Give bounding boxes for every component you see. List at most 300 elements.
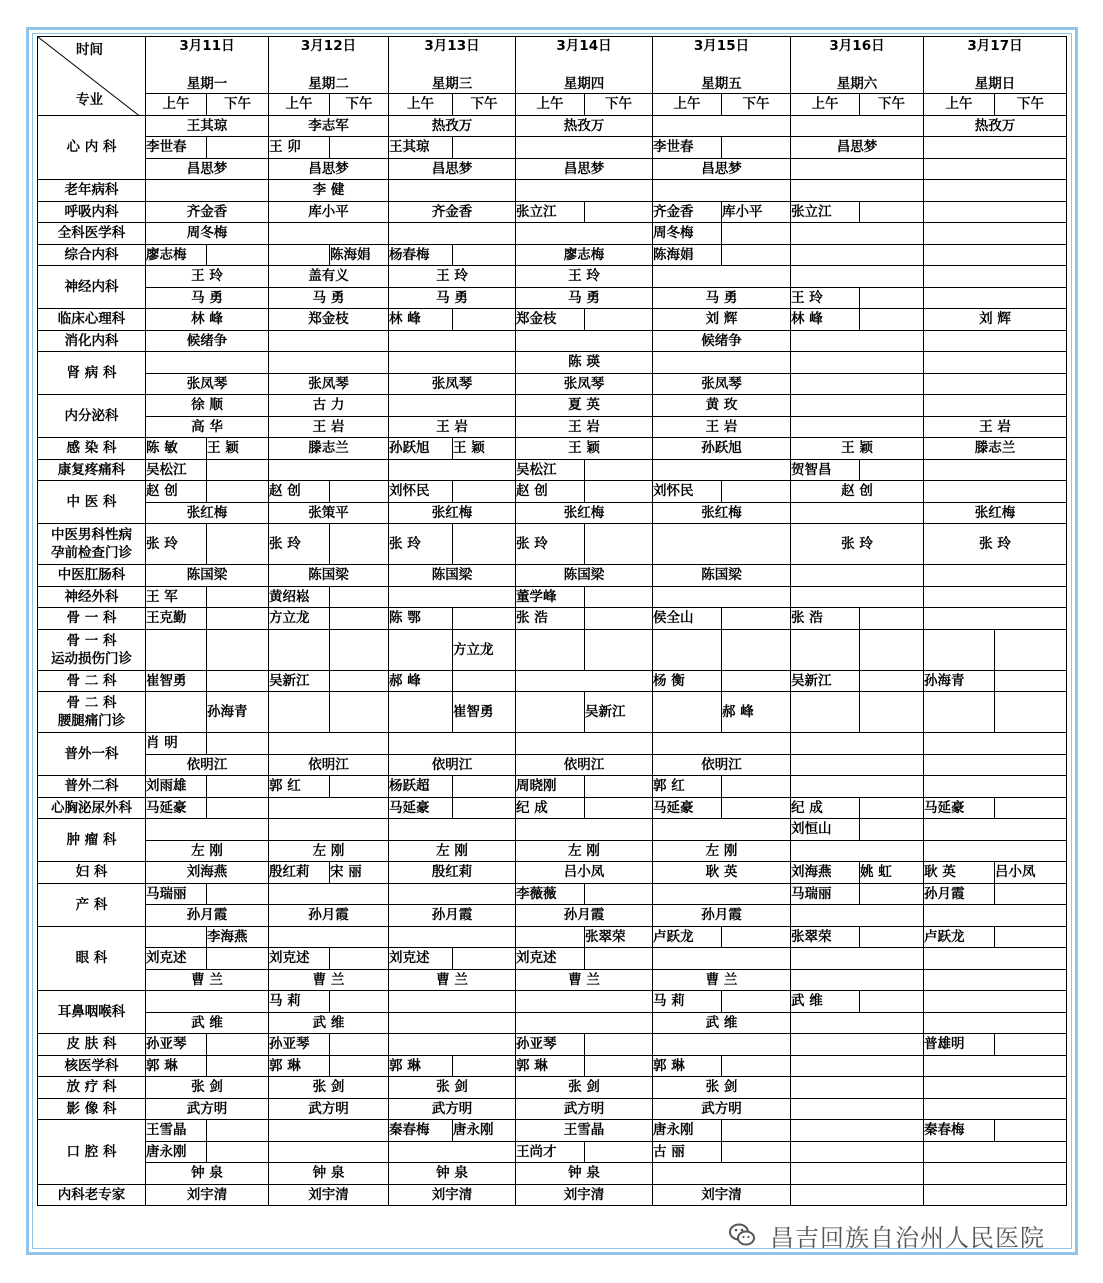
doctor-cell [389, 629, 453, 670]
doctor-cell: 陈 鄂 [389, 608, 453, 630]
doctor-cell: 王克勤 [146, 608, 207, 630]
schedule-row [38, 1184, 1067, 1206]
doctor-cell [860, 797, 924, 819]
doctor-cell: 张红梅 [389, 502, 516, 524]
doctor-cell: 昌思梦 [146, 158, 269, 180]
doctor-cell [791, 840, 924, 862]
department-name: 呼吸内科 [38, 201, 146, 223]
doctor-cell [207, 1055, 269, 1077]
department-name: 中医肛肠科 [38, 565, 146, 587]
schedule-row [38, 201, 1067, 223]
doctor-cell [389, 1141, 516, 1163]
doctor-cell [453, 948, 516, 970]
day-header-7 [924, 37, 1067, 94]
doctor-cell [995, 797, 1067, 819]
doctor-cell: 孙跃旭 [653, 438, 791, 460]
schedule-row [38, 905, 1067, 927]
doctor-cell [722, 926, 791, 948]
day-date: 3月14日 [556, 38, 612, 54]
doctor-cell [585, 797, 653, 819]
doctor-cell: 杨 衡 [653, 670, 722, 692]
department-name: 心胸泌尿外科 [38, 797, 146, 819]
doctor-cell [924, 180, 1067, 202]
doctor-cell: 张红梅 [653, 502, 791, 524]
department-name: 中 医 科 [38, 481, 146, 524]
doctor-cell [269, 819, 389, 841]
doctor-cell [791, 502, 924, 524]
doctor-cell [269, 459, 389, 481]
department-name: 肾 病 科 [38, 352, 146, 395]
doctor-cell [995, 926, 1067, 948]
schedule-row [38, 287, 1067, 309]
doctor-cell [653, 459, 791, 481]
schedule-row [38, 840, 1067, 862]
am-header: 上午 [146, 94, 207, 116]
doctor-cell: 李海燕 [207, 926, 269, 948]
doctor-cell [585, 776, 653, 798]
doctor-cell [389, 926, 516, 948]
doctor-cell: 武方明 [653, 1098, 791, 1120]
doctor-cell [453, 776, 516, 798]
doctor-cell [330, 608, 389, 630]
doctor-cell [516, 991, 653, 1013]
doctor-cell: 吴新江 [791, 670, 860, 692]
doctor-cell: 卢跃龙 [653, 926, 722, 948]
doctor-cell [653, 1163, 791, 1185]
doctor-cell [791, 223, 924, 245]
doctor-cell: 武 维 [653, 1012, 791, 1034]
doctor-cell: 郭 红 [269, 776, 330, 798]
doctor-cell: 刘 辉 [653, 309, 791, 331]
wechat-icon [728, 1221, 756, 1249]
doctor-cell [995, 1120, 1067, 1142]
schedule-row [38, 330, 1067, 352]
doctor-cell: 热孜万 [389, 115, 516, 137]
doctor-cell: 杨春梅 [389, 244, 453, 266]
doctor-cell [330, 776, 389, 798]
doctor-cell [722, 629, 791, 670]
doctor-cell: 马延豪 [653, 797, 722, 819]
doctor-cell [924, 733, 1067, 755]
doctor-cell [269, 797, 389, 819]
doctor-cell [389, 459, 516, 481]
department-name: 肿 瘤 科 [38, 819, 146, 862]
doctor-cell [269, 883, 389, 905]
doctor-cell [791, 180, 924, 202]
doctor-cell: 齐金香 [653, 201, 722, 223]
doctor-cell [269, 244, 330, 266]
doctor-cell [585, 1034, 653, 1056]
doctor-cell: 王 颖 [207, 438, 269, 460]
doctor-cell [924, 608, 1067, 630]
schedule-row [38, 926, 1067, 948]
doctor-cell [860, 608, 924, 630]
doctor-cell: 张 玲 [269, 524, 330, 565]
doctor-cell [722, 670, 791, 692]
doctor-cell [585, 948, 653, 970]
department-name: 内分泌科 [38, 395, 146, 438]
doctor-cell [791, 1120, 924, 1142]
doctor-cell [722, 797, 791, 819]
doctor-cell: 贺智昌 [791, 459, 860, 481]
doctor-cell: 武 维 [791, 991, 860, 1013]
doctor-cell: 昌思梦 [516, 158, 653, 180]
schedule-row [38, 670, 1067, 692]
doctor-cell [924, 373, 1067, 395]
doctor-cell [924, 1098, 1067, 1120]
schedule-row [38, 1141, 1067, 1163]
doctor-cell [924, 819, 1067, 841]
doctor-cell: 侯全山 [653, 608, 722, 630]
department-name: 骨 二 科 腰腿痛门诊 [38, 692, 146, 733]
doctor-cell: 孙月霞 [269, 905, 389, 927]
header-date-row [38, 37, 1067, 94]
doctor-cell: 张翠荣 [791, 926, 860, 948]
doctor-cell [516, 926, 585, 948]
doctor-cell [924, 840, 1067, 862]
doctor-cell: 宋 丽 [330, 862, 389, 884]
doctor-cell [924, 287, 1067, 309]
doctor-cell: 郑金枝 [516, 309, 585, 331]
doctor-cell [653, 266, 791, 288]
am-header: 上午 [924, 94, 995, 116]
doctor-cell [330, 586, 389, 608]
doctor-cell: 马 勇 [269, 287, 389, 309]
doctor-cell: 陈国梁 [389, 565, 516, 587]
pm-header: 下午 [207, 94, 269, 116]
day-header-2 [269, 37, 389, 94]
doctor-cell [207, 1034, 269, 1056]
doctor-cell [860, 883, 924, 905]
doctor-cell: 武方明 [269, 1098, 389, 1120]
doctor-cell: 钟 泉 [146, 1163, 269, 1185]
doctor-cell: 王 卯 [269, 137, 330, 159]
doctor-cell: 秦春梅 [389, 1120, 453, 1142]
department-name: 康复疼痛科 [38, 459, 146, 481]
department-name: 放 疗 科 [38, 1077, 146, 1099]
doctor-cell: 张策平 [269, 502, 389, 524]
doctor-cell: 刘海燕 [146, 862, 269, 884]
doctor-cell: 王 岩 [653, 416, 791, 438]
department-name: 神经外科 [38, 586, 146, 608]
doctor-cell [924, 1163, 1067, 1185]
doctor-cell: 马瑞丽 [146, 883, 207, 905]
doctor-cell: 武方明 [146, 1098, 269, 1120]
doctor-cell: 左 刚 [653, 840, 791, 862]
doctor-cell [791, 1163, 924, 1185]
doctor-cell [330, 1034, 389, 1056]
doctor-cell [653, 1034, 791, 1056]
doctor-cell [269, 223, 389, 245]
am-header: 上午 [791, 94, 860, 116]
doctor-cell: 张凤琴 [516, 373, 653, 395]
schedule-row [38, 244, 1067, 266]
doctor-cell: 滕志兰 [924, 438, 1067, 460]
doctor-cell [924, 1141, 1067, 1163]
doctor-cell: 张凤琴 [269, 373, 389, 395]
schedule-row [38, 502, 1067, 524]
doctor-cell [146, 991, 269, 1013]
doctor-cell: 王 岩 [924, 416, 1067, 438]
doctor-cell [207, 733, 269, 755]
doctor-cell: 黄 玫 [653, 395, 791, 417]
doctor-cell: 王 玲 [791, 287, 860, 309]
doctor-cell: 左 刚 [389, 840, 516, 862]
doctor-cell: 张立江 [791, 201, 860, 223]
department-name: 老年病科 [38, 180, 146, 202]
schedule-row [38, 524, 1067, 565]
doctor-cell: 李 健 [269, 180, 389, 202]
doctor-cell: 刘海燕 [791, 862, 860, 884]
doctor-cell: 左 刚 [146, 840, 269, 862]
doctor-cell: 刘宇清 [146, 1184, 269, 1206]
doctor-cell: 钟 泉 [389, 1163, 516, 1185]
doctor-cell: 夏 英 [516, 395, 653, 417]
doctor-cell: 王 岩 [269, 416, 389, 438]
doctor-cell [269, 352, 389, 374]
doctor-cell [860, 287, 924, 309]
pm-header: 下午 [330, 94, 389, 116]
doctor-cell [207, 586, 269, 608]
day-weekday: 星期二 [308, 76, 349, 92]
schedule-row [38, 309, 1067, 331]
doctor-cell [791, 776, 924, 798]
doctor-cell: 曹 兰 [653, 969, 791, 991]
doctor-cell [791, 115, 924, 137]
doctor-cell: 曹 兰 [389, 969, 516, 991]
doctor-cell: 左 刚 [516, 840, 653, 862]
doctor-cell [207, 137, 269, 159]
doctor-cell: 陈国梁 [653, 565, 791, 587]
doctor-cell [516, 180, 653, 202]
doctor-cell: 张 玲 [146, 524, 207, 565]
schedule-row [38, 819, 1067, 841]
schedule-row [38, 266, 1067, 288]
department-name: 普外二科 [38, 776, 146, 798]
doctor-cell [389, 180, 516, 202]
doctor-cell [653, 352, 791, 374]
doctor-cell: 马延豪 [924, 797, 995, 819]
doctor-cell: 刘怀民 [653, 481, 722, 503]
doctor-cell [389, 352, 516, 374]
doctor-cell [791, 266, 924, 288]
doctor-cell [389, 330, 516, 352]
doctor-cell: 徐 顺 [146, 395, 269, 417]
doctor-cell [791, 905, 924, 927]
schedule-row [38, 991, 1067, 1013]
doctor-cell [585, 629, 653, 670]
schedule-row [38, 733, 1067, 755]
doctor-cell: 马 勇 [516, 287, 653, 309]
doctor-cell [860, 991, 924, 1013]
day-header-4 [516, 37, 653, 94]
doctor-cell [791, 1077, 924, 1099]
doctor-cell: 唐永刚 [146, 1141, 207, 1163]
doctor-cell [995, 629, 1067, 670]
doctor-cell [146, 926, 207, 948]
doctor-cell [791, 948, 924, 970]
department-name: 感 染 科 [38, 438, 146, 460]
doctor-cell [585, 586, 653, 608]
doctor-cell: 姚 虹 [860, 862, 924, 884]
doctor-cell: 盖有义 [269, 266, 389, 288]
doctor-cell: 张 剑 [516, 1077, 653, 1099]
doctor-cell: 郭 琳 [516, 1055, 585, 1077]
doctor-cell [653, 692, 722, 733]
schedule-row [38, 1098, 1067, 1120]
department-name: 中医男科性病 孕前检查门诊 [38, 524, 146, 565]
doctor-cell [924, 201, 1067, 223]
doctor-cell: 殷红莉 [269, 862, 330, 884]
doctor-cell: 肖 明 [146, 733, 207, 755]
doctor-cell: 耿 英 [924, 862, 995, 884]
doctor-cell: 赵 创 [269, 481, 330, 503]
doctor-cell: 杨跃超 [389, 776, 453, 798]
doctor-cell: 钟 泉 [269, 1163, 389, 1185]
pm-header: 下午 [995, 94, 1067, 116]
doctor-cell [389, 1012, 516, 1034]
doctor-cell [722, 223, 791, 245]
doctor-cell: 曹 兰 [269, 969, 389, 991]
doctor-cell: 普雄明 [924, 1034, 995, 1056]
am-header: 上午 [389, 94, 453, 116]
schedule-row [38, 948, 1067, 970]
doctor-cell [924, 395, 1067, 417]
schedule-row [38, 969, 1067, 991]
doctor-cell: 唐永刚 [653, 1120, 722, 1142]
doctor-cell: 吴松江 [146, 459, 207, 481]
schedule-row [38, 1034, 1067, 1056]
doctor-cell: 候绪争 [653, 330, 791, 352]
doctor-cell [791, 692, 860, 733]
doctor-cell: 刘恒山 [791, 819, 860, 841]
am-header: 上午 [516, 94, 585, 116]
day-weekday: 星期四 [563, 76, 605, 92]
day-weekday: 星期六 [836, 76, 878, 92]
department-name: 内科老专家 [38, 1184, 146, 1206]
doctor-cell: 刘怀民 [389, 481, 453, 503]
doctor-cell: 钟 泉 [516, 1163, 653, 1185]
doctor-cell [791, 629, 860, 670]
doctor-cell: 武 维 [146, 1012, 269, 1034]
corner-cell [38, 37, 146, 116]
doctor-cell: 吴新江 [269, 670, 330, 692]
doctor-cell: 齐金香 [146, 201, 269, 223]
day-date: 3月11日 [179, 38, 235, 54]
doctor-cell [207, 524, 269, 565]
doctor-cell [791, 330, 924, 352]
doctor-cell: 武方明 [516, 1098, 653, 1120]
doctor-cell: 孙海青 [924, 670, 995, 692]
doctor-cell: 昌思梦 [269, 158, 389, 180]
doctor-cell [516, 330, 653, 352]
doctor-cell [207, 776, 269, 798]
doctor-cell [269, 733, 389, 755]
schedule-row [38, 481, 1067, 503]
doctor-cell: 王 玲 [389, 266, 516, 288]
doctor-cell: 张 剑 [653, 1077, 791, 1099]
doctor-cell: 热孜万 [516, 115, 653, 137]
doctor-cell: 周冬梅 [146, 223, 269, 245]
doctor-cell [924, 352, 1067, 374]
doctor-cell [207, 244, 269, 266]
doctor-cell [722, 244, 791, 266]
doctor-cell: 依明江 [146, 754, 269, 776]
schedule-row [38, 1163, 1067, 1185]
doctor-cell: 王 军 [146, 586, 207, 608]
doctor-cell: 纪 成 [516, 797, 585, 819]
watermark [728, 1219, 1045, 1251]
doctor-cell: 马 莉 [653, 991, 722, 1013]
doctor-cell [585, 608, 653, 630]
doctor-cell [207, 670, 269, 692]
doctor-cell: 滕志兰 [269, 438, 389, 460]
doctor-cell: 唐永刚 [453, 1120, 516, 1142]
department-name: 全科医学科 [38, 223, 146, 245]
doctor-cell: 郝 峰 [722, 692, 791, 733]
doctor-cell [924, 991, 1067, 1013]
doctor-cell [453, 524, 516, 565]
doctor-cell [207, 1141, 269, 1163]
doctor-cell [585, 459, 653, 481]
doctor-cell: 方立龙 [453, 629, 516, 670]
doctor-cell: 廖志梅 [146, 244, 207, 266]
doctor-cell [860, 819, 924, 841]
department-name: 骨 二 科 [38, 670, 146, 692]
doctor-cell: 郝 峰 [389, 670, 453, 692]
schedule-row [38, 395, 1067, 417]
am-header: 上午 [269, 94, 330, 116]
doctor-cell [924, 459, 1067, 481]
doctor-cell: 张翠荣 [585, 926, 653, 948]
doctor-cell: 刘宇清 [389, 1184, 516, 1206]
doctor-cell [653, 819, 791, 841]
doctor-cell: 张 浩 [791, 608, 860, 630]
doctor-cell: 张红梅 [924, 502, 1067, 524]
doctor-cell: 张 浩 [516, 608, 585, 630]
doctor-cell [585, 883, 653, 905]
doctor-cell: 武方明 [389, 1098, 516, 1120]
doctor-cell [924, 1077, 1067, 1099]
schedule-row [38, 115, 1067, 137]
doctor-cell [330, 524, 389, 565]
doctor-cell [330, 629, 389, 670]
doctor-cell [653, 733, 791, 755]
doctor-cell: 王 颖 [453, 438, 516, 460]
doctor-cell [722, 776, 791, 798]
doctor-cell [653, 524, 791, 565]
schedule-row [38, 565, 1067, 587]
schedule-row [38, 158, 1067, 180]
doctor-cell [207, 459, 269, 481]
doctor-cell [653, 948, 791, 970]
pm-header: 下午 [860, 94, 924, 116]
doctor-cell: 郭 琳 [653, 1055, 722, 1077]
doctor-cell [585, 481, 653, 503]
doctor-cell: 库小平 [722, 201, 791, 223]
doctor-cell: 张红梅 [516, 502, 653, 524]
doctor-cell [207, 883, 269, 905]
doctor-cell: 孙月霞 [516, 905, 653, 927]
doctor-cell: 耿 英 [653, 862, 791, 884]
doctor-cell: 林 峰 [146, 309, 269, 331]
doctor-cell [924, 969, 1067, 991]
doctor-cell [453, 1055, 516, 1077]
doctor-cell [860, 309, 924, 331]
doctor-cell: 张凤琴 [653, 373, 791, 395]
doctor-cell [585, 309, 653, 331]
doctor-cell [924, 948, 1067, 970]
